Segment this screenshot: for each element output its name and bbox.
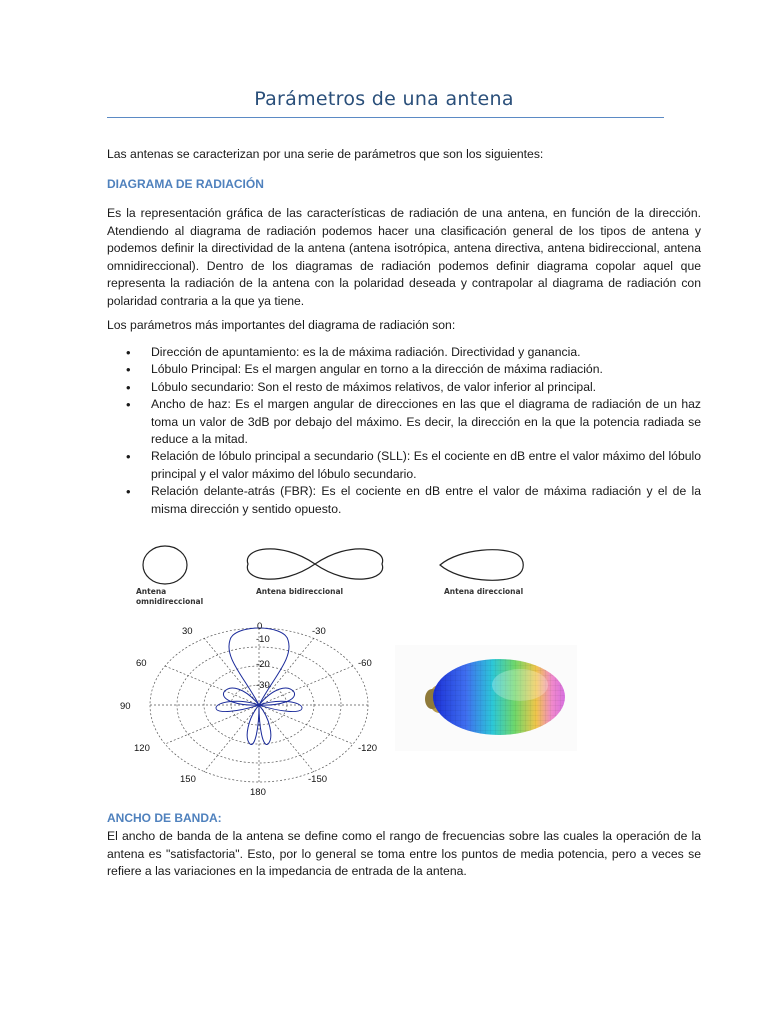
caption-omni-line2: omnidireccional — [136, 597, 204, 606]
intro-paragraph: Las antenas se caracterizan por una serie de parámetros que son los siguientes: — [107, 147, 544, 161]
radial-label: -20 — [256, 659, 270, 670]
page-title: Parámetros de una antena — [254, 88, 514, 110]
title-underline — [107, 117, 664, 118]
bidirectional-pattern — [247, 549, 382, 579]
params-list — [107, 344, 701, 518]
list-item: • Relación de lóbulo principal a secundario (SLL): Es el cociente en dB entre el valor máximo del lóbulo principal y el valor máximo del lóbulo secundario. — [107, 448, 701, 483]
radial-label: 0 — [257, 621, 263, 632]
radial-label: -10 — [256, 634, 270, 645]
angle-label: -60 — [358, 658, 372, 669]
caption-bidirectional: Antena bidireccional — [256, 587, 344, 596]
angle-label: -120 — [358, 743, 378, 754]
omnidirectional-pattern — [143, 546, 187, 584]
params-intro: Los parámetros más importantes del diagrama de radiación son: — [107, 318, 456, 332]
bandwidth-paragraph: El ancho de banda de la antena se define como el rango de frecuencias sobre las cuales la operación de la antena es "satisfactoria". Esto, por lo general se toma entre los puntos de media potencia, pero a veces se refiere a las variaciones en la impedancia de entrada de la antena. — [107, 829, 701, 878]
caption-directional: Antena direccional — [444, 587, 524, 596]
list-item: • Lóbulo secundario: Son el resto de máximos relativos, de valor inferior al principal. — [107, 379, 701, 396]
list-item: • Relación delante-atrás (FBR): Es el cociente en dB entre el valor de máxima radiación y el de la misma dirección y sentido opuesto. — [107, 483, 701, 518]
section-heading-bandwidth: ANCHO DE BANDA: — [107, 811, 222, 825]
list-item: • Dirección de apuntamiento: es la de máxima radiación. Directividad y ganancia. — [107, 344, 701, 361]
radiation-paragraph: Es la representación gráfica de las características de radiación de una antena, en función de la dirección. Atendiendo al diagrama de radiación podemos hacer una clasificación general de los tipos de antena y podemos definir la directividad de la antena (antena isotrópica, antena directiva, antena bidireccional, antena omnidireccional). Dentro de los diagramas de radiación podemos definir diagrama copolar aquel que representa la radiación de la antena con la polaridad deseada y contrapolar al diagrama de radiación con polaridad contraria a la que ya tiene. — [107, 206, 701, 308]
list-item: • Lóbulo Principal: Es el margen angular en torno a la dirección de máxima radiación. — [107, 361, 701, 378]
angle-label: 30 — [182, 626, 193, 637]
angle-label: -150 — [308, 774, 328, 785]
caption-omni-line1: Antena — [136, 587, 167, 596]
antenna-types-figure — [130, 540, 550, 610]
angle-label: 180 — [250, 787, 266, 798]
angle-label: -30 — [312, 626, 326, 637]
angle-label: 150 — [180, 774, 196, 785]
radiation-3d-figure — [395, 645, 577, 751]
angle-label: 90 — [120, 701, 131, 712]
angle-label: 120 — [134, 743, 150, 754]
radial-label: -30 — [256, 680, 270, 691]
list-item: • Ancho de haz: Es el margen angular de direcciones en las que el diagrama de radiación de un haz toma un valor de 3dB por debajo del máximo. Es decir, la dirección en la que la potencia radiada se reduce a la mitad. — [107, 396, 701, 448]
polar-radiation-plot — [120, 618, 400, 798]
angle-label: 60 — [136, 658, 147, 669]
section-heading-radiation: DIAGRAMA DE RADIACIÓN — [107, 177, 264, 191]
directional-pattern — [440, 550, 523, 581]
